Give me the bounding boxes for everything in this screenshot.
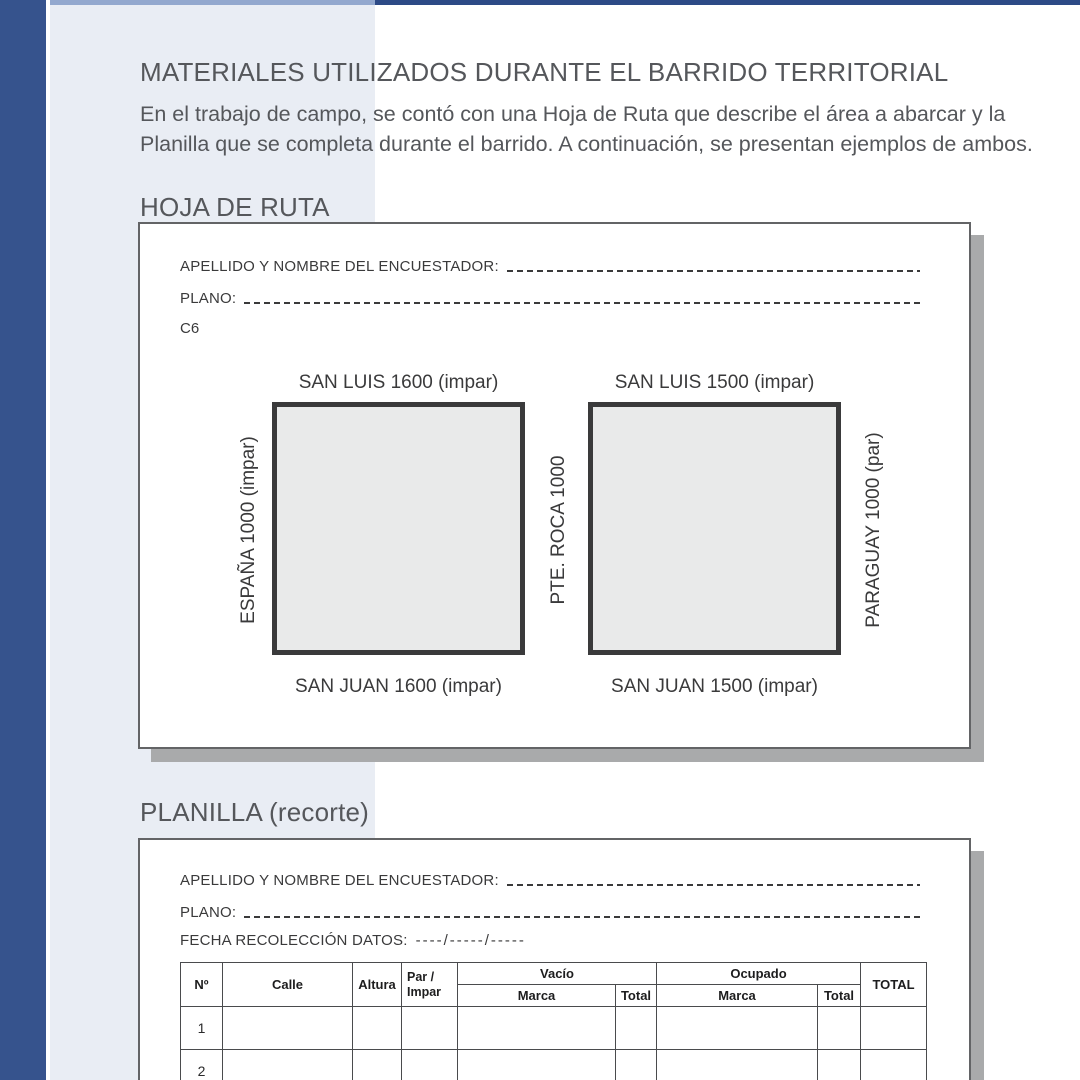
empty-cell	[861, 1050, 927, 1080]
plan-blank-line	[244, 302, 920, 304]
empty-cell	[657, 1007, 818, 1050]
col-header-par-impar	[402, 963, 458, 1007]
intro-line-1: En el trabajo de campo, se contó con una Hoja de Ruta que describe el área a abarcar y la	[140, 102, 1006, 126]
date-blank-slots: ----/-----/-----	[415, 932, 526, 949]
empty-cell	[458, 1050, 616, 1080]
empty-cell	[402, 1007, 458, 1050]
col-header-calle: Calle	[223, 963, 353, 1007]
date-label: FECHA RECOLECCIÓN DATOS:	[180, 932, 408, 949]
col-header-vacio: Vacío	[458, 963, 657, 985]
plan-label: PLANO:	[180, 904, 237, 921]
par-impar-line2: Impar	[407, 984, 442, 999]
empty-cell	[616, 1007, 657, 1050]
planilla-sheet	[138, 838, 971, 1080]
street-label-espana-1000: ESPAÑA 1000 (impar)	[238, 436, 259, 624]
table-row	[181, 1007, 927, 1050]
plan-blank-line	[244, 916, 920, 918]
surveyor-label: APELLIDO Y NOMBRE DEL ENCUESTADOR:	[180, 258, 499, 275]
empty-cell	[223, 1007, 353, 1050]
col-header-ocupado-total: Total	[818, 985, 861, 1007]
street-label-san-luis-1500: SAN LUIS 1500 (impar)	[614, 372, 815, 393]
plan-field-row	[180, 904, 920, 921]
row-number-cell: 1	[181, 1007, 223, 1050]
col-header-ocupado: Ocupado	[657, 963, 861, 985]
surveyor-label: APELLIDO Y NOMBRE DEL ENCUESTADOR:	[180, 872, 499, 889]
surveyor-blank-line	[507, 270, 920, 272]
street-label-san-juan-1500: SAN JUAN 1500 (impar)	[611, 676, 818, 697]
plan-label: PLANO:	[180, 290, 237, 307]
page-title: MATERIALES UTILIZADOS DURANTE EL BARRIDO TERRITORIAL	[140, 57, 949, 87]
street-label-pte-roca-1000: PTE. ROCA 1000	[548, 455, 569, 605]
surveyor-field-row	[180, 872, 920, 889]
empty-cell	[818, 1050, 861, 1080]
plan-code: C6	[180, 320, 200, 337]
empty-cell	[353, 1007, 402, 1050]
empty-cell	[458, 1007, 616, 1050]
col-header-altura: Altura	[353, 963, 402, 1007]
empty-cell	[223, 1050, 353, 1080]
intro-line-2: Planilla que se completa durante el barrido. A continuación, se presentan ejemplos de ambos.	[140, 132, 1033, 156]
planilla-table	[180, 962, 927, 1080]
empty-cell	[353, 1050, 402, 1080]
empty-cell	[402, 1050, 458, 1080]
plan-field-row	[180, 290, 920, 307]
left-navy-sidebar	[0, 0, 46, 1080]
row-number-cell: 2	[181, 1050, 223, 1080]
col-header-ocupado-marca: Marca	[657, 985, 818, 1007]
empty-cell	[657, 1050, 818, 1080]
date-field-row	[180, 932, 920, 949]
col-header-vacio-total: Total	[616, 985, 657, 1007]
city-block-1500	[588, 402, 841, 655]
empty-cell	[616, 1050, 657, 1080]
surveyor-blank-line	[507, 884, 920, 886]
top-strip-dark	[375, 0, 1080, 5]
hoja-de-ruta-sheet	[138, 222, 971, 749]
section-heading-hoja-de-ruta: HOJA DE RUTA	[140, 192, 330, 222]
street-label-san-juan-1600: SAN JUAN 1600 (impar)	[295, 676, 502, 697]
par-impar-line1: Par /	[407, 970, 435, 985]
intro-paragraph	[140, 99, 1040, 159]
city-block-1600	[272, 402, 525, 655]
empty-cell	[818, 1007, 861, 1050]
empty-cell	[861, 1007, 927, 1050]
section-heading-planilla: PLANILLA (recorte)	[140, 797, 370, 827]
col-header-vacio-marca: Marca	[458, 985, 616, 1007]
street-label-paraguay-1000: PARAGUAY 1000 (par)	[863, 432, 884, 628]
table-row	[181, 1050, 927, 1080]
top-strip-light	[50, 0, 375, 5]
col-header-total: TOTAL	[861, 963, 927, 1007]
col-header-num: Nº	[181, 963, 223, 1007]
surveyor-field-row	[180, 258, 920, 275]
street-label-san-luis-1600: SAN LUIS 1600 (impar)	[298, 372, 499, 393]
